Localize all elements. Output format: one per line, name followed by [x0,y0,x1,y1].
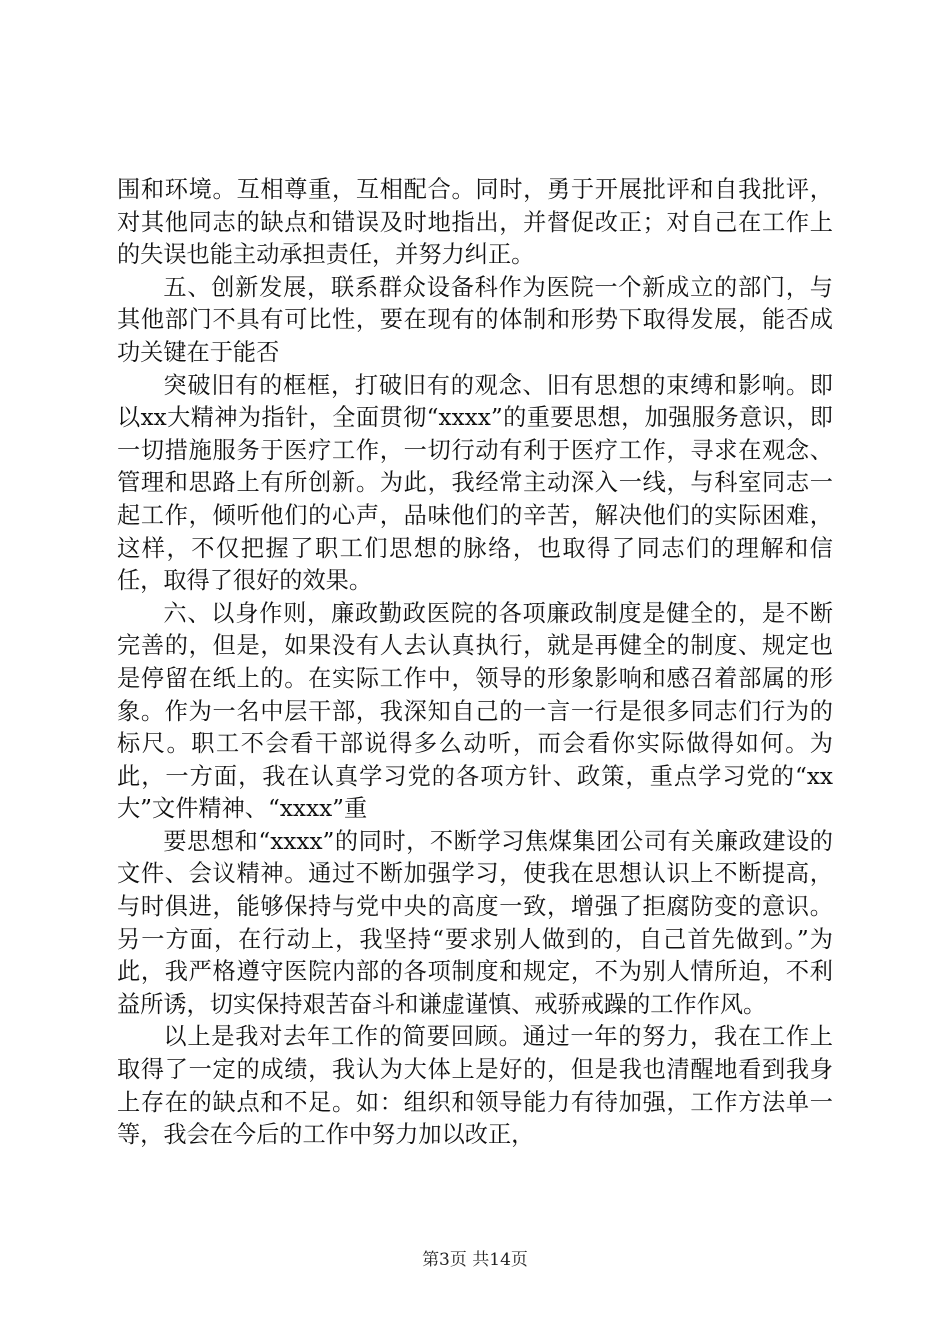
paragraph-summary: 以上是我对去年工作的简要回顾。通过一年的努力，我在工作上取得了一定的成绩，我认为大体上是好的，但是我也清醒地看到我身上存在的缺点和不足。如：组织和领导能力有待加强，工作方法单一等，我会在今后的工作中努力加以改正， [117,1023,833,1149]
document-body [117,174,833,1152]
page-number-footer: 第3页 共14页 [422,1250,528,1270]
paragraph-break-old-ideas: 突破旧有的框框，打破旧有的观念、旧有思想的束缚和影响。即以xx大精神为指针，全面贯彻“xxxx”的重要思想，加强服务意识，即一切措施服务于医疗工作，一切行动有利于医疗工作，寻求在观念、管理和思路上有所创新。为此，我经常主动深入一线，与科室同志一起工作，倾听他们的心声，品味他们的辛苦，解决他们的实际困难，这样，不仅把握了职工们思想的脉络，也取得了同志们的理解和信任，取得了很好的效果。 [117,371,833,595]
paragraph-integrity: 六、以身作则，廉政勤政医院的各项廉政制度是健全的，是不断完善的，但是，如果没有人去认真执行，就是再健全的制度、规定也是停留在纸上的。在实际工作中，领导的形象影响和感召着部属的形象。作为一名中层干部，我深知自己的一言一行是很多同志们行为的标尺。职工不会看干部说得多么动听，而会看你实际做得如何。为此，一方面，我在认真学习党的各项方针、政策，重点学习党的“xx大”文件精神、“xxxx”重 [117,599,833,823]
paragraph-innovation: 五、创新发展，联系群众设备科作为医院一个新成立的部门，与其他部门不具有可比性，要在现有的体制和形势下取得发展，能否成功关键在于能否 [117,273,833,366]
paragraph-continuation: 围和环境。互相尊重，互相配合。同时，勇于开展批评和自我批评，对其他同志的缺点和错误及时地指出，并督促改正；对自己在工作上的失误也能主动承担责任，并努力纠正。 [117,176,833,269]
paragraph-study-and-action: 要思想和“xxxx”的同时，不断学习焦煤集团公司有关廉政建设的文件、会议精神。通过不断加强学习，使我在思想认识上不断提高，与时俱进，能够保持与党中央的高度一致，增强了拒腐防变的意识。另一方面，在行动上，我坚持“要求别人做到的，自己首先做到。”为此，我严格遵守医院内部的各项制度和规定，不为别人情所迫，不利益所诱，切实保持艰苦奋斗和谦虚谨慎、戒骄戒躁的工作作风。 [117,827,833,1018]
